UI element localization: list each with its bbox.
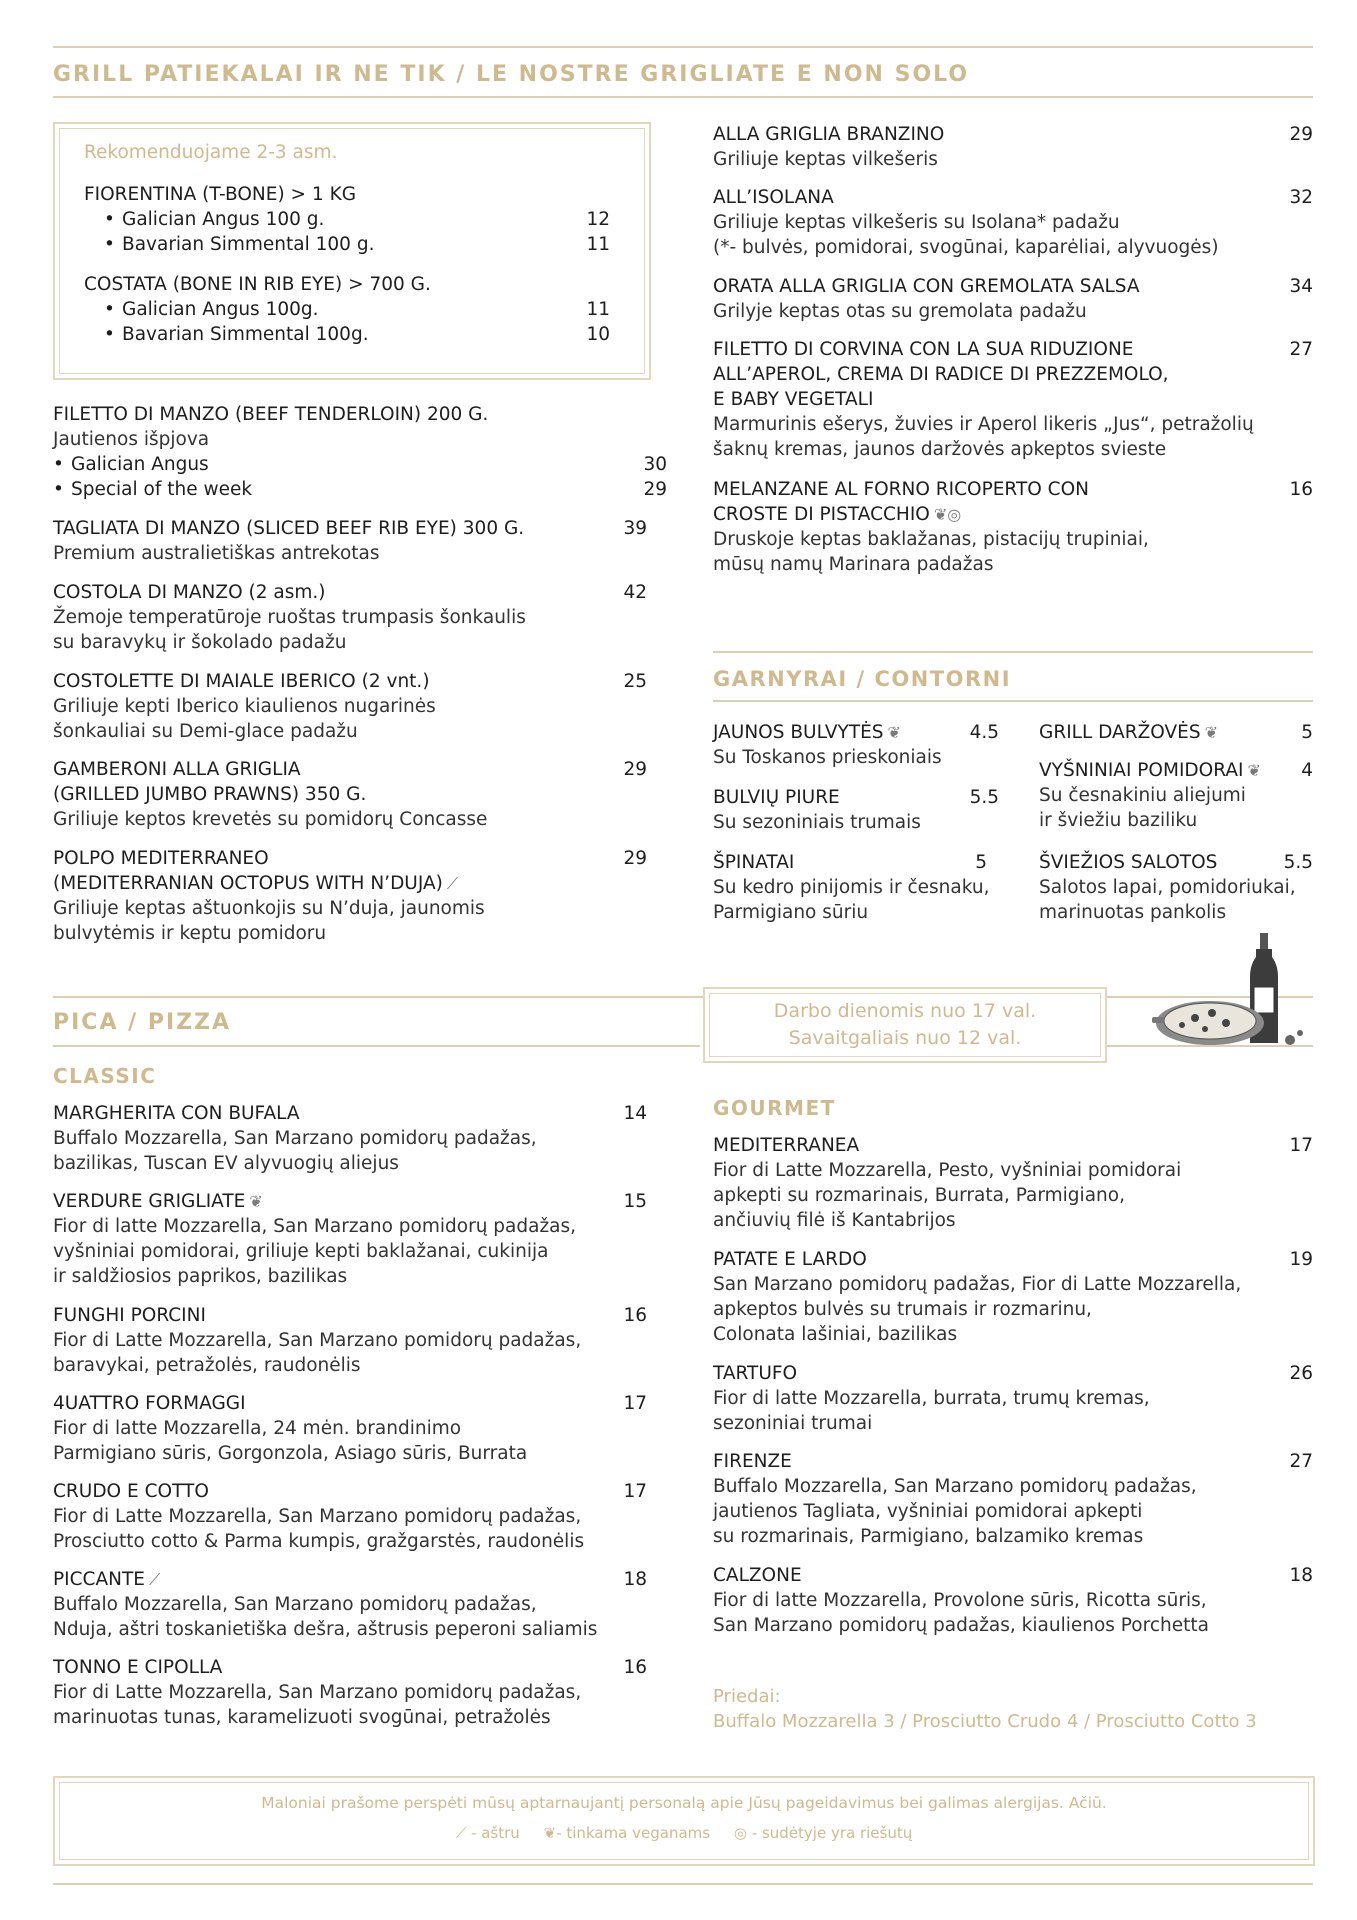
extras-list: Buffalo Mozzarella 3 / Prosciutto Crudo 4 / Prosciutto Cotto 3 [713, 1711, 1257, 1732]
fiorentina-item [84, 182, 610, 257]
hours-box [703, 987, 1107, 1063]
recommend-note: Rekomenduojame 2-3 asm. [84, 142, 338, 163]
gamberoni-item: GAMBERONI ALLA GRIGLIA (GRILLED JUMBO PRAWNS) 350 G. Griliuje keptos krevetės su pomidorų Concasse 29 [53, 759, 647, 830]
pizza-title: PICA / PIZZA [53, 1010, 232, 1035]
fiorentina-row-2: • Bavarian Simmental 100 g. 11 [84, 232, 610, 257]
pizza-item: TONNO E CIPOLLA Fior di Latte Mozzarella, San Marzano pomidorų padažas, marinuotas tunas, karamelizuoti svogūnai, petražolės 16 [53, 1657, 647, 1728]
top-rule [53, 46, 1313, 48]
hours-weekdays: Darbo dienomis nuo 17 val. [773, 1000, 1037, 1022]
recommend-box [53, 122, 651, 380]
pizza-item: PICCANTE ⟋ Buffalo Mozzarella, San Marzano pomidorų padažas, Nduja, aštri toskanietiška dešra, aštrusis peperoni saliamis 18 [53, 1569, 647, 1640]
isolana-item: ALL’ISOLANA Griliuje keptas vilkešeris su Isolana* padažu (*- bulvės, pomidorai, svogūnai, kaparėliai, alyvuogės) 32 [713, 187, 1313, 258]
chili-icon: ⟋ [148, 1570, 161, 1589]
page-title: GRILL PATIEKALAI IR NE TIK / LE NOSTRE GRIGLIATE E NON SOLO [53, 62, 970, 87]
pizza-board-illustration [1150, 915, 1320, 1065]
side-item: JAUNOS BULVYTĖS ❦ Su Toskanos prieskoniais 4.5 [713, 722, 999, 768]
costata-item [84, 272, 610, 347]
pizza-top-rule [53, 996, 1313, 998]
leaf-icon: ❦ [543, 1824, 557, 1842]
pizza-item: MARGHERITA CON BUFALA Buffalo Mozzarella, San Marzano pomidorų padažas, bazilikas, Tuscan EV alyvuogių aliejus 14 [53, 1103, 647, 1174]
pizza-item: FUNGHI PORCINI Fior di Latte Mozzarella, San Marzano pomidorų padažas, baravykai, petražolės, raudonėlis 16 [53, 1305, 647, 1376]
costata-row-2: • Bavarian Simmental 100g. 10 [84, 322, 610, 347]
side-item: ŠVIEŽIOS SALOTOS Salotos lapai, pomidoriukai, marinuotas pankolis 5.5 [1039, 852, 1313, 923]
leaf-icon: ❦ [887, 723, 901, 742]
sides-bottom-rule [713, 700, 1313, 702]
corvina-item: FILETTO DI CORVINA CON LA SUA RIDUZIONE ALL’APEROL, CREMA DI RADICE DI PREZZEMOLO, E BABY VEGETALI Marmurinis ešerys, žuvies ir Aperol likeris „Jus“, petražolių šaknų kremas, jaunos daržovės apkeptos svieste 27 [713, 339, 1313, 460]
fiorentina-name: FIORENTINA (T-BONE) > 1 KG [84, 184, 357, 205]
costolette-item: COSTOLETTE DI MAIALE IBERICO (2 vnt.) Griliuje kepti Iberico kiaulienos nugarinės šonkauliai su Demi-glace padažu 25 [53, 671, 647, 742]
tagliata-item: TAGLIATA DI MANZO (SLICED BEEF RIB EYE) 300 G. Premium australietiškas antrekotas 39 [53, 518, 647, 564]
footer-box [53, 1776, 1315, 1866]
pizza-item: FIRENZE Buffalo Mozzarella, San Marzano pomidorų padažas, jautienos Tagliata, vyšniniai pomidorai apkepti su rozmarinais, Parmigiano, balzamiko kremas 27 [713, 1451, 1313, 1547]
chili-icon: ⟋ [446, 874, 459, 893]
header-rule [53, 96, 1313, 98]
extras-title: Priedai: [713, 1686, 781, 1707]
hours-weekends: Savaitgaliais nuo 12 val. [788, 1027, 1022, 1049]
side-item: BULVIŲ PIURE Su sezoniniais trumais 5.5 [713, 787, 999, 833]
costola-item: COSTOLA DI MANZO (2 asm.) Žemoje temperatūroje ruoštas trumpasis šonkaulis su baravykų ir šokolado padažu 42 [53, 582, 647, 653]
sides-top-rule [713, 651, 1313, 653]
chili-icon: ⟋ [455, 1824, 467, 1842]
pizza-item: MEDITERRANEA Fior di Latte Mozzarella, Pesto, vyšniniai pomidorai apkepti su rozmarinais, Burrata, Parmigiano, ančiuvių filė iš Kantabrijos 17 [713, 1135, 1313, 1231]
orata-item: ORATA ALLA GRIGLIA CON GREMOLATA SALSA Grilyje keptas otas su gremolata padažu 34 [713, 276, 1313, 322]
filetto-item: FILETTO DI MANZO (BEEF TENDERLOIN) 200 G. Jautienos išpjova • Galician Angus 30 • Special of the week 29 [53, 402, 647, 502]
classic-title: CLASSIC [53, 1064, 157, 1088]
leaf-icon: ❦ [1247, 761, 1261, 780]
extras [713, 1684, 1333, 1734]
legend: ⟋ - aštru ❦- tinkama veganams ◎ - sudėtyje yra riešutų [455, 1824, 913, 1842]
nut-icon: ◎ [733, 1824, 748, 1842]
leaf-icon: ❦ [1204, 723, 1218, 742]
polpo-item: POLPO MEDITERRANEO (MEDITERRANIAN OCTOPUS WITH N’DUJA) ⟋ Griliuje keptas aštuonkojis su N’duja, jaunomis bulvytėmis ir keptu pomidoru 29 [53, 848, 647, 944]
pizza-item: VERDURE GRIGLIATE ❦ Fior di latte Mozzarella, San Marzano pomidorų padažas, vyšniniai pomidorai, griliuje kepti baklažanai, cukinija ir saldžiosios paprikos, bazilikas 15 [53, 1191, 647, 1287]
sides-title: GARNYRAI / CONTORNI [713, 667, 1012, 691]
fiorentina-row-1: • Galician Angus 100 g. 12 [84, 207, 610, 232]
allergy-note: Maloniai prašome perspėti mūsų aptarnaujantį personalą apie Jūsų pageidavimus bei galimas alergijas. Ačiū. [261, 1794, 1107, 1812]
gourmet-title: GOURMET [713, 1096, 836, 1120]
leaf-icon: ❦ [249, 1192, 263, 1211]
costata-row-1: • Galician Angus 100g. 11 [84, 297, 610, 322]
leaf-icon: ❦ [933, 505, 948, 524]
pizza-rule-left [53, 1045, 700, 1047]
pizza-item: CALZONE Fior di latte Mozzarella, Provolone sūris, Ricotta sūris, San Marzano pomidorų padažas, kiaulienos Porchetta 18 [713, 1565, 1313, 1636]
side-item: ŠPINATAI Su kedro pinijomis ir česnaku, Parmigiano sūriu 5 [713, 852, 990, 923]
side-item: VYŠNINIAI POMIDORAI ❦ Su česnakiniu aliejumi ir šviežiu baziliku 4 [1039, 760, 1313, 831]
melanzane-item: MELANZANE AL FORNO RICOPERTO CON CROSTE DI PISTACCHIO ❦◎ Druskoje keptas baklažanas, pistacijų trupiniai, mūsų namų Marinara padažas 16 [713, 479, 1313, 575]
pizza-item: 4UATTRO FORMAGGI Fior di latte Mozzarella, 24 mėn. brandinimo Parmigiano sūris, Gorgonzola, Asiago sūris, Burrata 17 [53, 1393, 647, 1464]
pizza-item: CRUDO E COTTO Fior di Latte Mozzarella, San Marzano pomidorų padažas, Prosciutto cotto & Parma kumpis, gražgarstės, raudonėlis 17 [53, 1481, 647, 1552]
pizza-item: PATATE E LARDO San Marzano pomidorų padažas, Fior di Latte Mozzarella, apkeptos bulvės su trumais ir rozmarinu, Colonata lašiniai, bazilikas 19 [713, 1249, 1313, 1345]
nut-icon: ◎ [947, 505, 962, 524]
pizza-item: TARTUFO Fior di latte Mozzarella, burrata, trumų kremas, sezoniniai trumai 26 [713, 1363, 1313, 1434]
side-item: GRILL DARŽOVĖS ❦ 5 [1039, 722, 1313, 743]
branzino-item: ALLA GRIGLIA BRANZINO Griliuje keptas vilkešeris 29 [713, 124, 1313, 170]
costata-name: COSTATA (BONE IN RIB EYE) > 700 G. [84, 274, 431, 295]
bottom-rule [53, 1883, 1313, 1885]
